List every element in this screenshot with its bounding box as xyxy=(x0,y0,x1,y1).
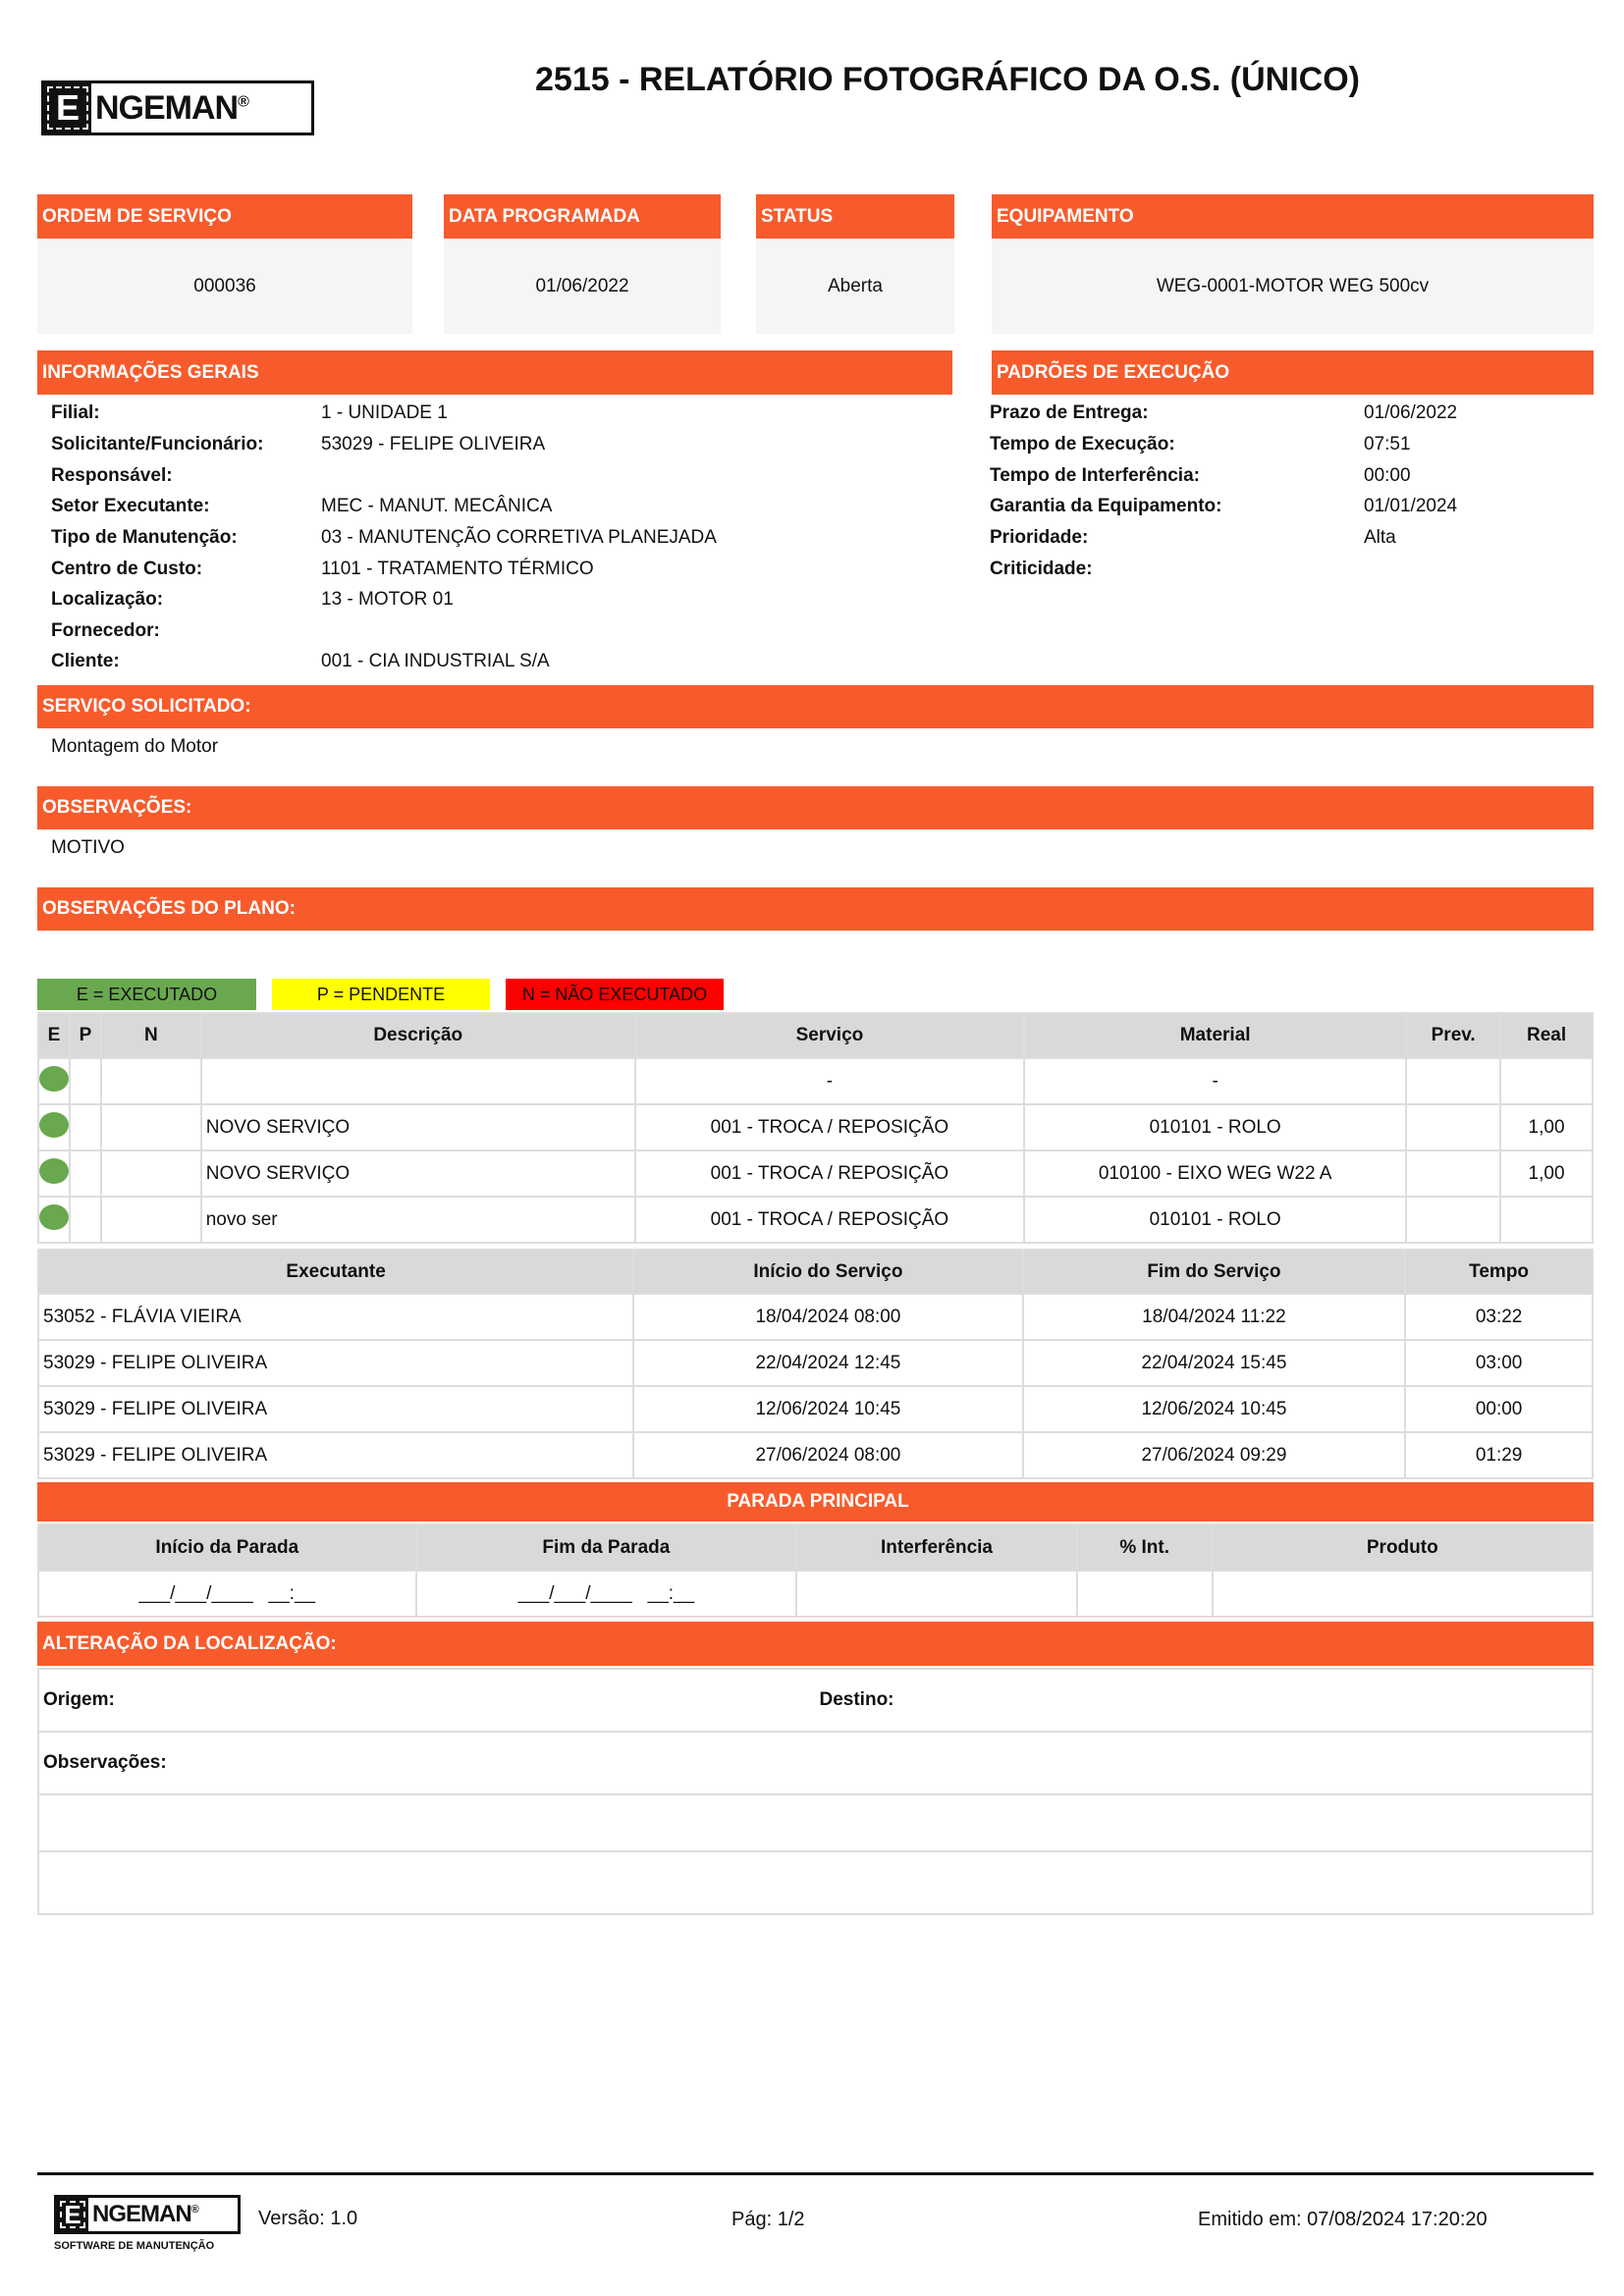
executante-row xyxy=(38,1432,1593,1478)
prev-cell xyxy=(1406,1104,1500,1150)
info-value: 53029 - FELIPE OLIVEIRA xyxy=(321,434,546,454)
descricao-cell: NOVO SERVIÇO xyxy=(201,1150,635,1197)
footer-divider xyxy=(37,2172,1594,2175)
padroes-value: 00:00 xyxy=(1364,465,1411,486)
data-programada-value: 01/06/2022 xyxy=(444,239,721,334)
col-real: Real xyxy=(1500,1013,1593,1058)
info-value: 1 - UNIDADE 1 xyxy=(321,402,448,423)
observacoes-label: Observações: xyxy=(38,1732,1593,1794)
observacoes-line[interactable] xyxy=(38,1851,1593,1914)
pct-int-field[interactable] xyxy=(1077,1571,1213,1617)
os-value: 000036 xyxy=(37,239,412,334)
padroes-header: PADRÕES DE EXECUÇÃO xyxy=(992,350,1594,395)
data-programada-label: DATA PROGRAMADA xyxy=(444,194,721,239)
info-label: Localização: xyxy=(51,589,164,610)
col-executante: Executante xyxy=(38,1250,633,1294)
alteracao-table xyxy=(37,1668,1594,1915)
tasks-table xyxy=(37,1012,1594,1244)
produto-field[interactable] xyxy=(1213,1571,1593,1617)
padroes-label: Tempo de Interferência: xyxy=(990,465,1200,486)
interferencia-field[interactable] xyxy=(796,1571,1077,1617)
observacoes-text: MOTIVO xyxy=(51,837,125,858)
col-fim-parada: Fim da Parada xyxy=(416,1524,797,1571)
padroes-label: Prioridade: xyxy=(990,527,1089,548)
fim-cell: 22/04/2024 15:45 xyxy=(1023,1340,1406,1386)
info-value: 13 - MOTOR 01 xyxy=(321,589,454,610)
tempo-cell: 00:00 xyxy=(1405,1386,1593,1432)
col-interferencia: Interferência xyxy=(796,1524,1077,1571)
pendente-cell[interactable] xyxy=(70,1197,101,1243)
executado-cell[interactable] xyxy=(38,1150,70,1197)
info-value: 03 - MANUTENÇÃO CORRETIVA PLANEJADA xyxy=(321,527,717,548)
col-inicio: Início do Serviço xyxy=(633,1250,1023,1294)
equipamento-label: EQUIPAMENTO xyxy=(992,194,1594,239)
info-value: MEC - MANUT. MECÂNICA xyxy=(321,496,553,516)
col-produto: Produto xyxy=(1213,1524,1593,1571)
executante-row xyxy=(38,1386,1593,1432)
fim-cell: 12/06/2024 10:45 xyxy=(1023,1386,1406,1432)
executado-dot-icon xyxy=(39,1204,69,1230)
task-row xyxy=(38,1058,1593,1104)
footer-version: Versão: 1.0 xyxy=(258,2208,358,2229)
padroes-label: Garantia da Equipamento: xyxy=(990,496,1222,516)
servico-cell: 001 - TROCA / REPOSIÇÃO xyxy=(635,1150,1024,1197)
status-value: Aberta xyxy=(756,239,954,334)
legend-pendente: P = PENDENTE xyxy=(272,979,490,1010)
col-servico: Serviço xyxy=(635,1013,1024,1058)
footer-logo: E NGEMAN® xyxy=(54,2195,241,2234)
executado-cell[interactable] xyxy=(38,1104,70,1150)
inicio-cell: 27/06/2024 08:00 xyxy=(633,1432,1023,1478)
padroes-value: 07:51 xyxy=(1364,434,1411,454)
prev-cell xyxy=(1406,1150,1500,1197)
nao-executado-cell[interactable] xyxy=(101,1197,201,1243)
material-cell: 010100 - EIXO WEG W22 A xyxy=(1024,1150,1406,1197)
descricao-cell: novo ser xyxy=(201,1197,635,1243)
padroes-label: Tempo de Execução: xyxy=(990,434,1175,454)
parada-table xyxy=(37,1523,1594,1618)
footer-tagline: SOFTWARE DE MANUTENÇÃO xyxy=(54,2240,215,2252)
padroes-value: Alta xyxy=(1364,527,1396,548)
info-label: Tipo de Manutenção: xyxy=(51,527,238,548)
col-material: Material xyxy=(1024,1013,1406,1058)
observacoes-header: OBSERVAÇÕES: xyxy=(37,786,1594,829)
col-descricao: Descrição xyxy=(201,1013,635,1058)
real-cell: 1,00 xyxy=(1500,1104,1593,1150)
footer-emitted: Emitido em: 07/08/2024 17:20:20 xyxy=(1198,2209,1488,2230)
info-label: Setor Executante: xyxy=(51,496,210,516)
material-cell: 010101 - ROLO xyxy=(1024,1104,1406,1150)
col-fim: Fim do Serviço xyxy=(1023,1250,1406,1294)
pendente-cell[interactable] xyxy=(70,1150,101,1197)
observacoes-line[interactable] xyxy=(38,1794,1593,1851)
prev-cell xyxy=(1406,1197,1500,1243)
nao-executado-cell[interactable] xyxy=(101,1058,201,1104)
executante-cell: 53029 - FELIPE OLIVEIRA xyxy=(38,1386,633,1432)
info-label: Filial: xyxy=(51,402,100,423)
servico-cell: 001 - TROCA / REPOSIÇÃO xyxy=(635,1197,1024,1243)
real-cell xyxy=(1500,1197,1593,1243)
executante-cell: 53052 - FLÁVIA VIEIRA xyxy=(38,1294,633,1340)
inicio-parada-field[interactable]: ___/___/____ __:__ xyxy=(38,1571,416,1617)
destino-label: Destino: xyxy=(816,1669,1594,1732)
status-label: STATUS xyxy=(756,194,954,239)
padroes-value: 01/06/2022 xyxy=(1364,402,1458,423)
col-n: N xyxy=(101,1013,201,1058)
parada-header: PARADA PRINCIPAL xyxy=(37,1482,1594,1522)
nao-executado-cell[interactable] xyxy=(101,1150,201,1197)
fim-cell: 18/04/2024 11:22 xyxy=(1023,1294,1406,1340)
executado-dot-icon xyxy=(39,1066,69,1092)
fim-cell: 27/06/2024 09:29 xyxy=(1023,1432,1406,1478)
real-cell: 1,00 xyxy=(1500,1150,1593,1197)
material-cell: - xyxy=(1024,1058,1406,1104)
info-gerais-header: INFORMAÇÕES GERAIS xyxy=(37,350,952,395)
executante-cell: 53029 - FELIPE OLIVEIRA xyxy=(38,1432,633,1478)
executado-cell[interactable] xyxy=(38,1197,70,1243)
servico-cell: 001 - TROCA / REPOSIÇÃO xyxy=(635,1104,1024,1150)
task-row xyxy=(38,1150,1593,1197)
info-label: Fornecedor: xyxy=(51,620,160,641)
task-row xyxy=(38,1197,1593,1243)
padroes-label: Criticidade: xyxy=(990,559,1093,579)
info-label: Responsável: xyxy=(51,465,173,486)
real-cell xyxy=(1500,1058,1593,1104)
info-value: 1101 - TRATAMENTO TÉRMICO xyxy=(321,559,594,579)
engeman-logo: E NGEMAN® xyxy=(41,80,314,135)
col-tempo: Tempo xyxy=(1405,1250,1593,1294)
padroes-value: 01/01/2024 xyxy=(1364,496,1458,516)
pendente-cell[interactable] xyxy=(70,1058,101,1104)
col-inicio-parada: Início da Parada xyxy=(38,1524,416,1571)
servico-solicitado-text: Montagem do Motor xyxy=(51,736,219,757)
executante-row xyxy=(38,1340,1593,1386)
alteracao-header: ALTERAÇÃO DA LOCALIZAÇÃO: xyxy=(37,1622,1594,1666)
col-p: P xyxy=(70,1013,101,1058)
tempo-cell: 03:00 xyxy=(1405,1340,1593,1386)
col-e: E xyxy=(38,1013,70,1058)
servico-solicitado-header: SERVIÇO SOLICITADO: xyxy=(37,685,1594,728)
fim-parada-field[interactable]: ___/___/____ __:__ xyxy=(416,1571,797,1617)
info-label: Solicitante/Funcionário: xyxy=(51,434,264,454)
info-label: Centro de Custo: xyxy=(51,559,203,579)
executado-cell[interactable] xyxy=(38,1058,70,1104)
col-pct-int: % Int. xyxy=(1077,1524,1213,1571)
descricao-cell xyxy=(201,1058,635,1104)
origem-label: Origem: xyxy=(38,1669,816,1732)
inicio-cell: 12/06/2024 10:45 xyxy=(633,1386,1023,1432)
inicio-cell: 18/04/2024 08:00 xyxy=(633,1294,1023,1340)
tempo-cell: 03:22 xyxy=(1405,1294,1593,1340)
inicio-cell: 22/04/2024 12:45 xyxy=(633,1340,1023,1386)
task-row xyxy=(38,1104,1593,1150)
observacoes-plano-header: OBSERVAÇÕES DO PLANO: xyxy=(37,887,1594,931)
executante-row xyxy=(38,1294,1593,1340)
prev-cell xyxy=(1406,1058,1500,1104)
tempo-cell: 01:29 xyxy=(1405,1432,1593,1478)
executado-dot-icon xyxy=(39,1112,69,1138)
legend-executado: E = EXECUTADO xyxy=(37,979,256,1010)
info-value: 001 - CIA INDUSTRIAL S/A xyxy=(321,651,550,671)
pendente-cell[interactable] xyxy=(70,1104,101,1150)
executante-cell: 53029 - FELIPE OLIVEIRA xyxy=(38,1340,633,1386)
equipamento-value: WEG-0001-MOTOR WEG 500cv xyxy=(992,239,1594,334)
descricao-cell: NOVO SERVIÇO xyxy=(201,1104,635,1150)
page-title: 2515 - RELATÓRIO FOTOGRÁFICO DA O.S. (ÚNICO) xyxy=(535,61,1360,98)
os-label: ORDEM DE SERVIÇO xyxy=(37,194,412,239)
executantes-table xyxy=(37,1249,1594,1479)
servico-cell: - xyxy=(635,1058,1024,1104)
nao-executado-cell[interactable] xyxy=(101,1104,201,1150)
material-cell: 010101 - ROLO xyxy=(1024,1197,1406,1243)
footer-page: Pág: 1/2 xyxy=(731,2209,805,2230)
legend-nao-executado: N = NÃO EXECUTADO xyxy=(506,979,724,1010)
info-label: Cliente: xyxy=(51,651,120,671)
padroes-label: Prazo de Entrega: xyxy=(990,402,1149,423)
col-prev: Prev. xyxy=(1406,1013,1500,1058)
executado-dot-icon xyxy=(39,1158,69,1184)
